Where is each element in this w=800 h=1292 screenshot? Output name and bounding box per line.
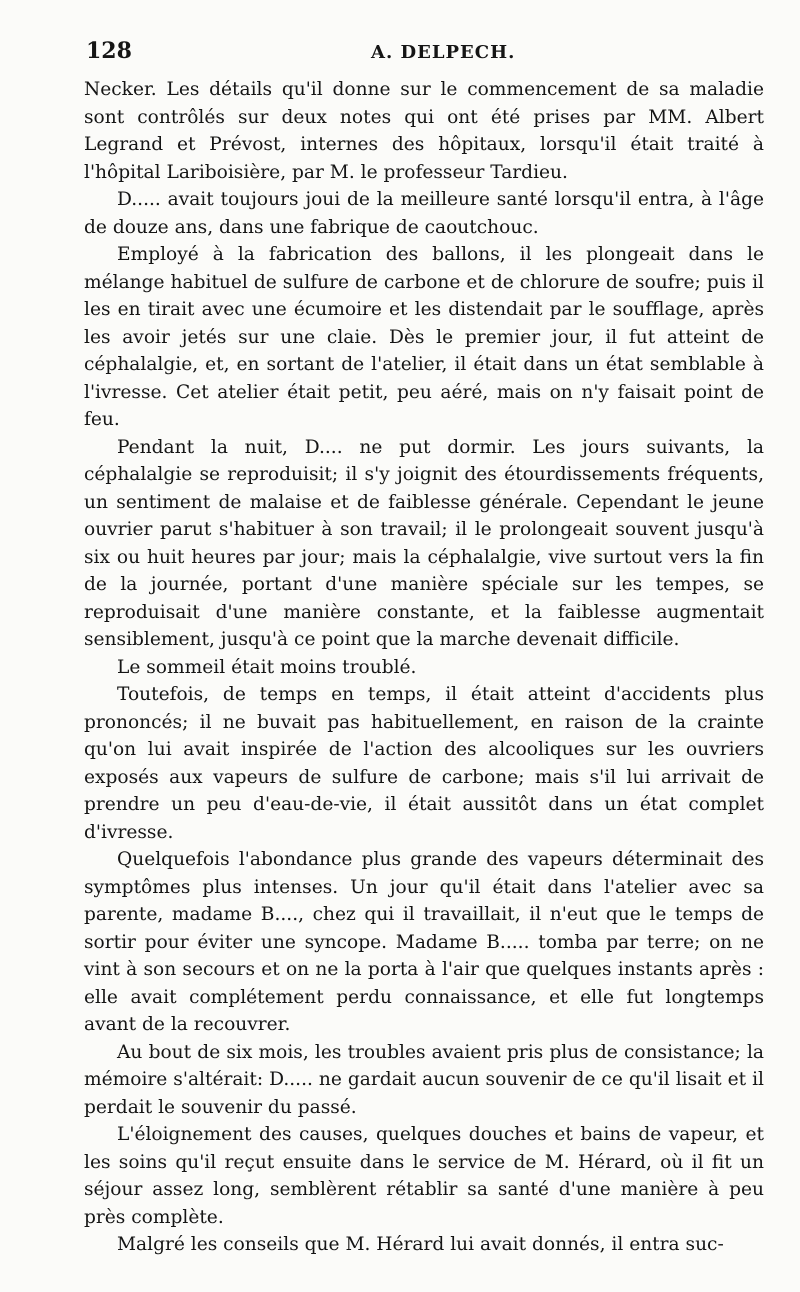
body-text — [84, 76, 764, 1259]
running-head: A. DELPECH. — [371, 42, 516, 63]
page-header — [86, 38, 762, 74]
paragraph: Toutefois, de temps en temps, il était atteint d'accidents plus prononcés; il ne buvait pas habituellement, en raison de la crainte qu'on lui avait inspirée de l'action des alcooliques sur les ouvriers exposés aux vapeurs de sulfure de carbone; mais s'il lui arrivait de prendre un peu d'eau-de-vie, il était aussitôt dans un état complet d'ivresse. — [84, 684, 764, 843]
paragraph: Employé à la fabrication des ballons, il les plongeait dans le mélange habituel de sulfure de carbone et de chlorure de soufre; puis il les en tirait avec une écumoire et les distendait par le soufflage, après les avoir jetés sur une claie. Dès le premier jour, il fut atteint de céphalalgie, et, en sortant de l'atelier, il était dans un état semblable à l'ivresse. Cet atelier était petit, peu aéré, mais on n'y faisait point de feu. — [84, 244, 764, 430]
paragraph: Quelquefois l'abondance plus grande des vapeurs déterminait des symptômes plus intenses. Un jour qu'il était dans l'atelier avec sa parente, madame B...., chez qui il travaillait, il n'eut que le temps de sortir pour éviter une syncope. Madame B..... tomba par terre; on ne vint à son secours et on ne la porta à l'air que quelques instants après : elle avait complétement perdu connaissance, et elle fut longtemps avant de la recouvrer. — [84, 849, 764, 1035]
paragraph: D..... avait toujours joui de la meilleure santé lorsqu'il entra, à l'âge de douze ans, dans une fabrique de caoutchouc. — [84, 189, 764, 238]
paragraph: L'éloignement des causes, quelques douches et bains de vapeur, et les soins qu'il reçut ensuite dans le service de M. Hérard, où il fit un séjour assez long, semblèrent rétablir sa santé d'une manière à peu près complète. — [84, 1124, 764, 1228]
paragraph: Le sommeil était moins troublé. — [117, 656, 417, 678]
page-number: 128 — [86, 38, 132, 64]
paragraph: Au bout de six mois, les troubles avaient pris plus de consistance; la mémoire s'altérait: D..... ne gardait aucun souvenir de ce qu'il lisait et il perdait le souvenir du passé. — [84, 1041, 764, 1118]
paragraph: Pendant la nuit, D.... ne put dormir. Les jours suivants, la céphalalgie se reproduisit; il s'y joignit des étourdissements fréquents, un sentiment de malaise et de faiblesse générale. Cependant le jeune ouvrier parut s'habituer à son travail; il le prolongeait souvent jusqu'à six ou huit heures par jour; mais la céphalalgie, vive surtout vers la fin de la journée, portant d'une manière spéciale sur les tempes, se reproduisait d'une manière constante, et la faiblesse augmentait sensiblement, jusqu'à ce point que la marche devenait difficile. — [84, 436, 764, 650]
paragraph: Malgré les conseils que M. Hérard lui avait donnés, il entra suc- — [117, 1234, 724, 1255]
paragraph: Necker. Les détails qu'il donne sur le commencement de sa maladie sont contrôlés sur deux notes qui ont été prises par MM. Albert Legrand et Prévost, internes des hôpitaux, lorsqu'il était traité à l'hôpital Lariboisière, par M. le professeur Tardieu. — [84, 79, 764, 183]
